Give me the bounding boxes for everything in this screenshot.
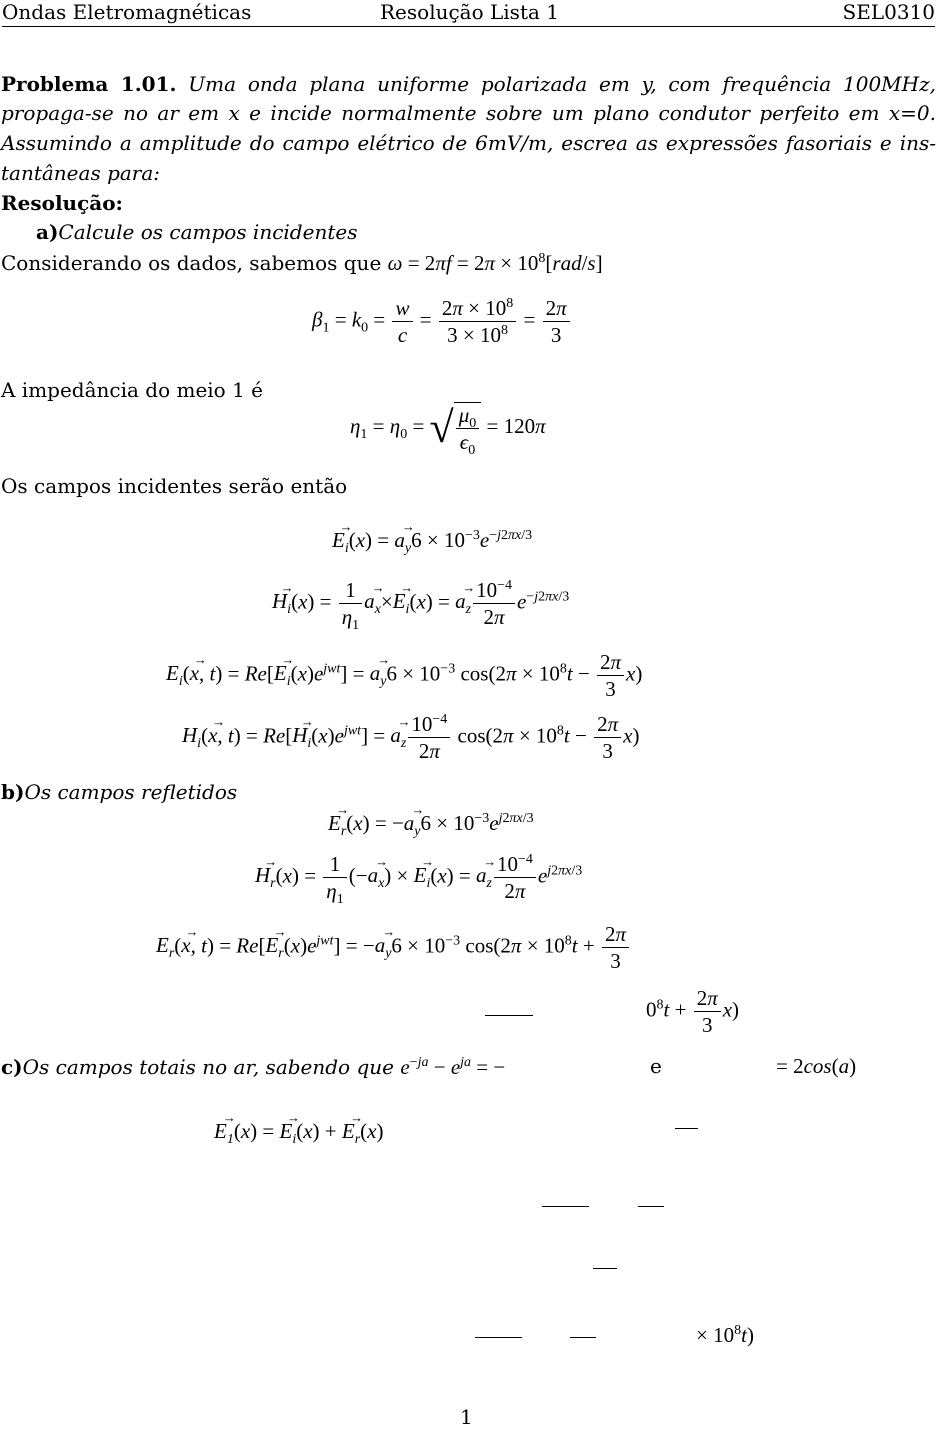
fraction-bar-fragment (485, 1015, 533, 1016)
problem-line-3: Assumindo a amplitude do campo elétrico de 6mV/m, escrea as expressões fasoriais e ins- (1, 131, 936, 155)
part-a-heading (36, 220, 357, 244)
fraction-bar-fragment (675, 1128, 698, 1129)
fraction-bar-fragment (638, 1206, 664, 1207)
part-a-title: Calcule os campos incidentes (58, 220, 358, 244)
hr-phasor-equation: $H_r \to(x)$ = $\frac{1}{\eta_1}$ ($-a_x$ →) × $E_i \to(x) = a_z$ → $\frac{10^{-4}}{2\pi}$ $e^{j2\pi x/3}$ (255, 852, 582, 903)
part-a-intro-line (1, 250, 603, 276)
fraction-bar-fragment (475, 1337, 522, 1338)
hi-instant-equation: $H_i(x$ →, $t) = Re[H_i \to(x)e^{jwt}] = a_z$ → $\frac{10^{-4}}{2\pi}$ $\cos(2\pi \times 10^8t$ − $\frac{2\pi}{3}$ x) (182, 712, 639, 763)
part-c-joiner: e (650, 1054, 662, 1078)
problem-line-2: propaga-se no ar em x e incide normalmente sobre um plano condutor perfeito em x=0. (1, 101, 936, 125)
hi-phasor-equation: $H_i \to(x)$ = $\frac{1}{\eta_1}$ $a_x \to\times E_i \to(x) = a_z$ → $\frac{10^{-4}}{2\pi}$ $e^{-j2\pi x/3}$ (272, 578, 569, 629)
part-b-title: Os campos refletidos (24, 780, 238, 804)
part-a-intro: Considerando os dados, sabemos que (1, 251, 382, 275)
fraction-bar-fragment (570, 1337, 596, 1338)
cos-identity-fragment: = 2cos(a) (776, 1054, 857, 1078)
fraction-bar-fragment (542, 1206, 589, 1207)
er-phasor-equation: $E_r \to(x) = -a_y \to 6 \times 10^{-3}e^{j2\pi x/3}$ (328, 810, 534, 836)
page-number: 1 (460, 1405, 473, 1429)
problem-text-1: Uma onda plana uniforme polarizada em y, com frequência 100MHz, (188, 72, 936, 96)
part-c-label: c) (1, 1055, 23, 1079)
part-c-heading (1, 1054, 505, 1080)
eta-equation: $\eta_1 = \eta_0$ = √ $\frac{\mu_0}{\epsilon_0}$ = 120π (350, 403, 546, 459)
header-course: Ondas Eletromagnéticas (2, 0, 252, 24)
running-header (2, 0, 935, 27)
part-c-title: Os campos totais no ar, sabendo que (22, 1055, 394, 1079)
problem-label: Problema 1.01. (1, 72, 177, 96)
er-instant-equation: $E_r(x$ →, $t) = Re[E_r \to(x)e^{jwt}] = -a_y \to 6 \times 10^{-3}$ $\cos(2\pi \times 10^8t$ + $\frac{2\pi}{3}$ (156, 922, 631, 973)
e1-phasor-equation: $E_1 \to(x) = E_i \to(x) + E_r \to(x)$ (214, 1118, 384, 1144)
incident-text: Os campos incidentes serão então (1, 474, 348, 498)
h1-instant-fragment: × $10^8t$) (696, 1323, 754, 1347)
problem-line-1 (1, 72, 936, 96)
part-b-heading (1, 780, 237, 804)
resolution-label: Resolução: (1, 191, 123, 215)
header-rule (2, 26, 935, 27)
part-b-label: b) (1, 780, 25, 804)
ei-phasor-equation: $E_i \to(x) = a_y \to 6 \times 10^{-3}e^{-j2\pi x/3}$ (332, 527, 532, 553)
fraction-bar-fragment (593, 1268, 617, 1269)
header-code: SEL0310 (842, 0, 935, 24)
omega-equation: $\omega = 2\pi f = 2\pi \times 10^8[rad/s]$ (387, 251, 603, 275)
beta-equation: $\beta_1 = k_0$ = $\frac{w}{c}$ = $\frac{2\pi \times 10^8}{3 \times 10^8}$ = $\frac{2\pi}{3}$ (312, 296, 572, 347)
problem-line-4: tantâneas para: (1, 161, 161, 185)
header-title: Resolução Lista 1 (380, 0, 559, 24)
hr-instant-fragment: $0^8t$ + $\frac{2\pi}{3}$ x) (646, 986, 740, 1037)
exp-identity: $e^{-ja} - e^{ja}$ = − (400, 1055, 506, 1079)
part-a-label: a) (36, 220, 59, 244)
impedance-text: A impedância do meio 1 é (1, 378, 264, 402)
ei-instant-equation: $E_i(x$ →, $t) = Re[E_i \to(x)e^{jwt}] = a_y \to 6 \times 10^{-3}$ $\cos(2\pi \times 10^8t$ − $\frac{2\pi}{3}$ x) (166, 650, 642, 701)
